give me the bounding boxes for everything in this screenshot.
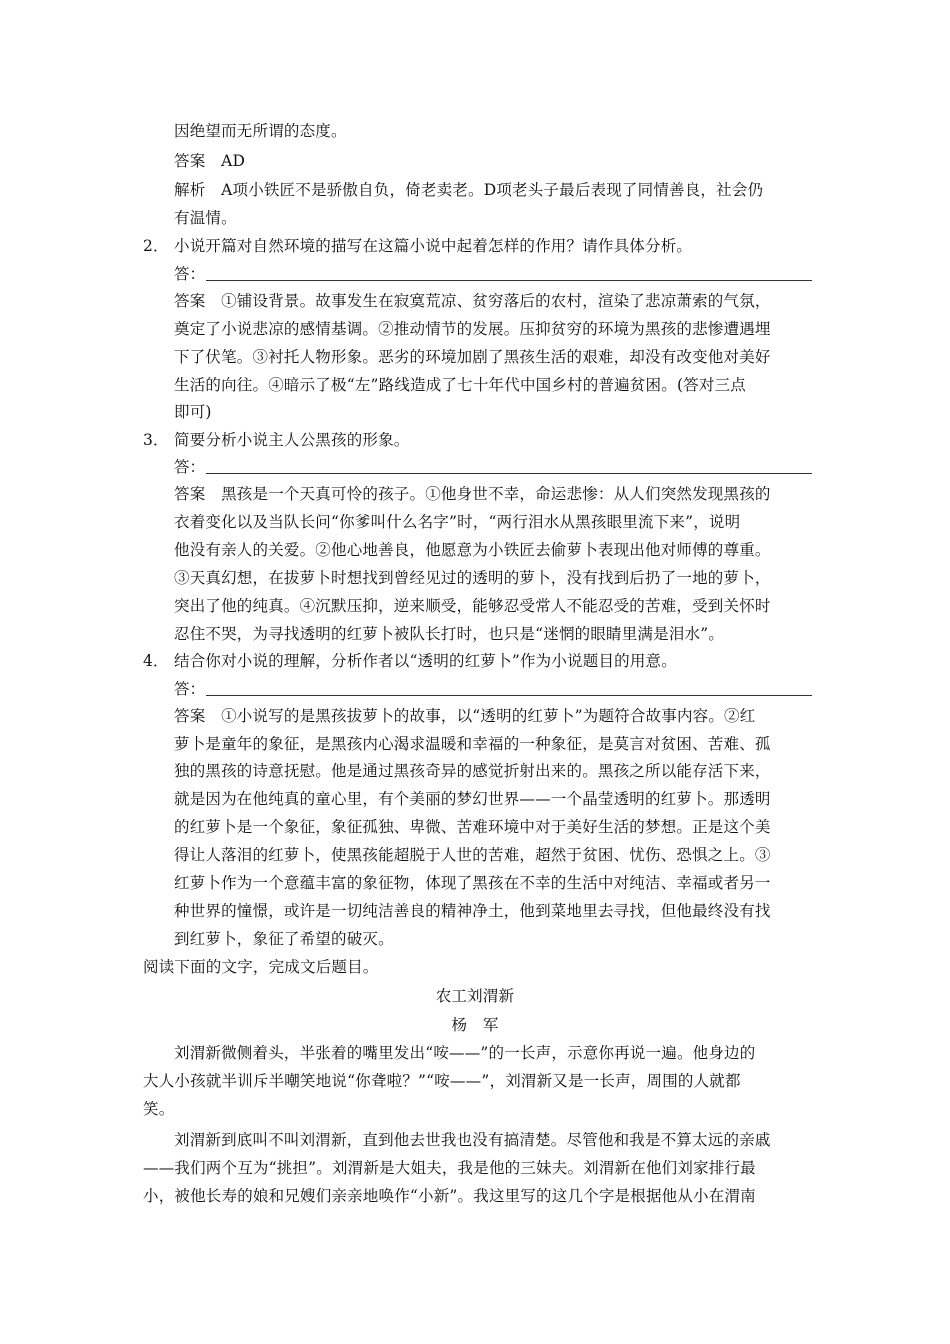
passage-line-3: 笑。 — [143, 1100, 175, 1118]
passage-line-6: 小，被他长寿的娘和兄嫂们亲亲地唤作“小新”。我这里写的这几个字是根据他从小在渭南 — [143, 1187, 756, 1205]
q4-answer-rule — [206, 695, 812, 696]
q3-answer-line-2: 衣着变化以及当队长问“你爹叫什么名字”时，“两行泪水从黑孩眼里流下来”，说明 — [174, 513, 741, 531]
q2-answer-label: 答： — [174, 265, 206, 283]
q4-question: 结合你对小说的理解，分析作者以“透明的红萝卜”作为小说题目的用意。 — [174, 652, 677, 670]
q2-answer-rule — [206, 280, 812, 281]
passage-author: 杨 军 — [451, 1016, 499, 1034]
q3-answer-rule — [206, 473, 812, 474]
q4-answer-line-2: 萝卜是童年的象征，是黑孩内心渴求温暖和幸福的一种象征，是莫言对贫困、苦难、孤 — [174, 735, 771, 753]
q4-answer-line-8: 种世界的憧憬，或许是一切纯洁善良的精神净土，他到菜地里去寻找，但他最终没有找 — [174, 902, 771, 920]
q3-question: 简要分析小说主人公黑孩的形象。 — [174, 431, 410, 449]
q3-answer-line-4: ③天真幻想，在拔萝卜时想找到曾经见过的透明的萝卜，没有找到后扔了一地的萝卜， — [174, 569, 771, 587]
q4-answer-line-3: 独的黑孩的诗意抚慰。他是通过黑孩奇异的感觉折射出来的。黑孩之所以能存活下来， — [174, 762, 771, 780]
q2-answer-line-1: 答案 ①铺设背景。故事发生在寂寞荒凉、贫穷落后的农村，渲染了悲凉萧索的气氛， — [174, 292, 771, 310]
q4-answer-line-1: 答案 ①小说写的是黑孩拔萝卜的故事，以“透明的红萝卜”为题符合故事内容。②红 — [174, 707, 756, 725]
q3-number: 3． — [143, 431, 169, 449]
q2-answer-blank — [174, 261, 205, 287]
passage-line-5: ——我们两个互为“挑担”。刘渭新是大姐夫，我是他的三妹夫。刘渭新在他们刘家排行最 — [143, 1159, 756, 1177]
q4-answer-line-6: 得让人落泪的红萝卜，使黑孩能超脱于人世的苦难，超然于贫困、忧伤、恐惧之上。③ — [174, 846, 771, 864]
q4-answer-line-5: 的红萝卜是一个象征，象征孤独、卑微、苦难环境中对于美好生活的梦想。正是这个美 — [174, 818, 771, 836]
q3-answer-line-5: 突出了他的纯真。④沉默压抑，逆来顺受，能够忍受常人不能忍受的苦难，受到关怀时 — [174, 597, 771, 615]
q4-answer-line-4: 就是因为在他纯真的童心里，有个美丽的梦幻世界——一个晶莹透明的红萝卜。那透明 — [174, 790, 771, 808]
q2-question: 小说开篇对自然环境的描写在这篇小说中起着怎样的作用？请作具体分析。 — [174, 237, 693, 255]
passage-line-4: 刘渭新到底叫不叫刘渭新，直到他去世我也没有搞清楚。尽管他和我是不算太远的亲戚 — [174, 1131, 771, 1149]
q3-answer-line-1: 答案 黑孩是一个天真可怜的孩子。①他身世不幸，命运悲惨：从人们突然发现黑孩的 — [174, 485, 771, 503]
q2-answer-line-4: 生活的向往。④暗示了极“左”路线造成了七十年代中国乡村的普遍贫困。(答对三点 — [174, 376, 746, 394]
q1-analysis-line-1: 解析 A项小铁匠不是骄傲自负，倚老卖老。D项老头子最后表现了同情善良，社会仍 — [174, 181, 764, 199]
q3-answer-line-3: 他没有亲人的关爱。②他心地善良，他愿意为小铁匠去偷萝卜表现出他对师傅的尊重。 — [174, 541, 771, 559]
q2-answer-line-2: 奠定了小说悲凉的感情基调。②推动情节的发展。压抑贫穷的环境为黑孩的悲惨遭遇埋 — [174, 320, 771, 338]
q4-answer-label: 答： — [174, 680, 206, 698]
q2-answer-line-3: 下了伏笔。③衬托人物形象。恶劣的环境加剧了黑孩生活的艰难，却没有改变他对美好 — [174, 348, 771, 366]
q4-answer-blank — [174, 676, 205, 702]
q4-answer-line-9: 到红萝卜，象征了希望的破灭。 — [174, 930, 394, 948]
passage-line-1: 刘渭新微侧着头，半张着的嘴里发出“咹——”的一长声，示意你再说一遍。他身边的 — [174, 1044, 756, 1062]
q2-answer-line-5: 即可) — [174, 403, 212, 421]
q3-answer-label: 答： — [174, 458, 206, 476]
reading-instruction: 阅读下面的文字，完成文后题目。 — [143, 958, 379, 976]
q1-answer: 答案 AD — [174, 152, 246, 170]
q4-number: 4． — [143, 652, 169, 670]
q3-answer-line-6: 忍住不哭，为寻找透明的红萝卜被队长打时，也只是“迷惘的眼睛里满是泪水”。 — [174, 625, 725, 643]
passage-title: 农工刘渭新 — [435, 987, 515, 1005]
q1-analysis-line-2: 有温情。 — [174, 209, 237, 227]
q4-answer-line-7: 红萝卜作为一个意蕴丰富的象征物，体现了黑孩在不幸的生活中对纯洁、幸福或者另一 — [174, 874, 771, 892]
q3-answer-blank — [174, 454, 205, 480]
q1-option-tail: 因绝望而无所谓的态度。 — [174, 122, 347, 140]
passage-line-2: 大人小孩就半训斥半嘲笑地说“你聋啦？”“咹——”，刘渭新又是一长声，周围的人就都 — [143, 1072, 741, 1090]
q2-number: 2． — [143, 237, 169, 255]
